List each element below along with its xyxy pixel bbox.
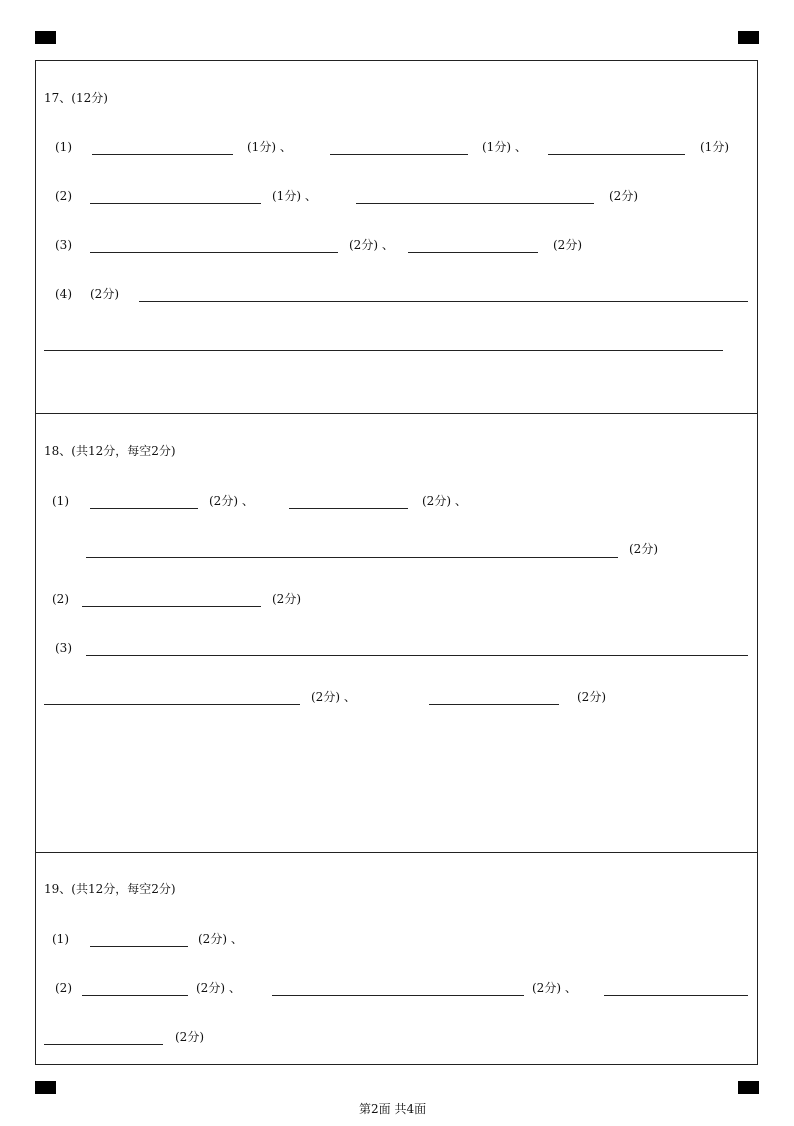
score-q17-1c: (1分) [700, 140, 729, 154]
score-q19-2c: (2分) [175, 1030, 204, 1044]
answer-blank-q17-2b[interactable] [356, 203, 594, 204]
answer-blank-q17-1b[interactable] [330, 154, 468, 155]
score-q18-3a: (2分) 、 [311, 690, 356, 704]
sub-label-q17-3: (3) [55, 238, 72, 252]
score-q19-1a: (2分) 、 [198, 932, 243, 946]
answer-blank-q19-1a[interactable] [90, 946, 188, 947]
score-q18-1c: (2分) [629, 542, 658, 556]
answer-blank-q17-1c[interactable] [548, 154, 685, 155]
score-q17-3a: (2分) 、 [349, 238, 394, 252]
answer-blank-q19-2d[interactable] [44, 1044, 163, 1045]
answer-blank-q19-2a[interactable] [82, 995, 188, 996]
score-q17-1b: (1分) 、 [482, 140, 527, 154]
alignment-marker-top-left [35, 31, 56, 44]
answer-blank-q18-1a[interactable] [90, 508, 198, 509]
score-q17-2b: (2分) [609, 189, 638, 203]
sub-label-q17-1: (1) [55, 140, 72, 154]
score-q18-1b: (2分) 、 [422, 494, 467, 508]
alignment-marker-bottom-right [738, 1081, 759, 1094]
alignment-marker-bottom-left [35, 1081, 56, 1094]
answer-blank-q18-1b[interactable] [289, 508, 408, 509]
answer-blank-q18-3b[interactable] [44, 704, 300, 705]
answer-blank-q18-3c[interactable] [429, 704, 559, 705]
score-q19-2a: (2分) 、 [196, 981, 241, 995]
question-title-q18: 18、(共12分，每空2分) [44, 444, 176, 458]
score-q18-2a: (2分) [272, 592, 301, 606]
answer-blank-q17-4b[interactable] [44, 350, 723, 351]
answer-blank-q18-1c[interactable] [86, 557, 618, 558]
score-q17-4: (2分) [90, 287, 119, 301]
sub-label-q18-2: (2) [52, 592, 69, 606]
answer-blank-q17-3a[interactable] [90, 252, 338, 253]
answer-blank-q19-2b[interactable] [272, 995, 524, 996]
answer-blank-q17-4a[interactable] [139, 301, 748, 302]
answer-blank-q18-2a[interactable] [82, 606, 261, 607]
sub-label-q19-2: (2) [55, 981, 72, 995]
question-title-q17: 17、(12分) [44, 91, 108, 105]
sub-label-q17-2: (2) [55, 189, 72, 203]
page-number: 第2面 共4面 [359, 1102, 427, 1116]
alignment-marker-top-right [738, 31, 759, 44]
score-q17-2a: (1分) 、 [272, 189, 317, 203]
score-q17-1a: (1分) 、 [247, 140, 292, 154]
sub-label-q17-4: (4) [55, 287, 72, 301]
score-q17-3b: (2分) [553, 238, 582, 252]
score-q18-1a: (2分) 、 [209, 494, 254, 508]
answer-blank-q19-2c[interactable] [604, 995, 748, 996]
answer-blank-q17-2a[interactable] [90, 203, 261, 204]
answer-box-q17 [35, 60, 758, 414]
sub-label-q18-1: (1) [52, 494, 69, 508]
sub-label-q18-3: (3) [55, 641, 72, 655]
question-title-q19: 19、(共12分，每空2分) [44, 882, 176, 896]
answer-blank-q18-3a[interactable] [86, 655, 748, 656]
score-q19-2b: (2分) 、 [532, 981, 577, 995]
answer-box-q18 [35, 413, 758, 853]
score-q18-3b: (2分) [577, 690, 606, 704]
answer-blank-q17-3b[interactable] [408, 252, 538, 253]
sub-label-q19-1: (1) [52, 932, 69, 946]
answer-blank-q17-1a[interactable] [92, 154, 233, 155]
